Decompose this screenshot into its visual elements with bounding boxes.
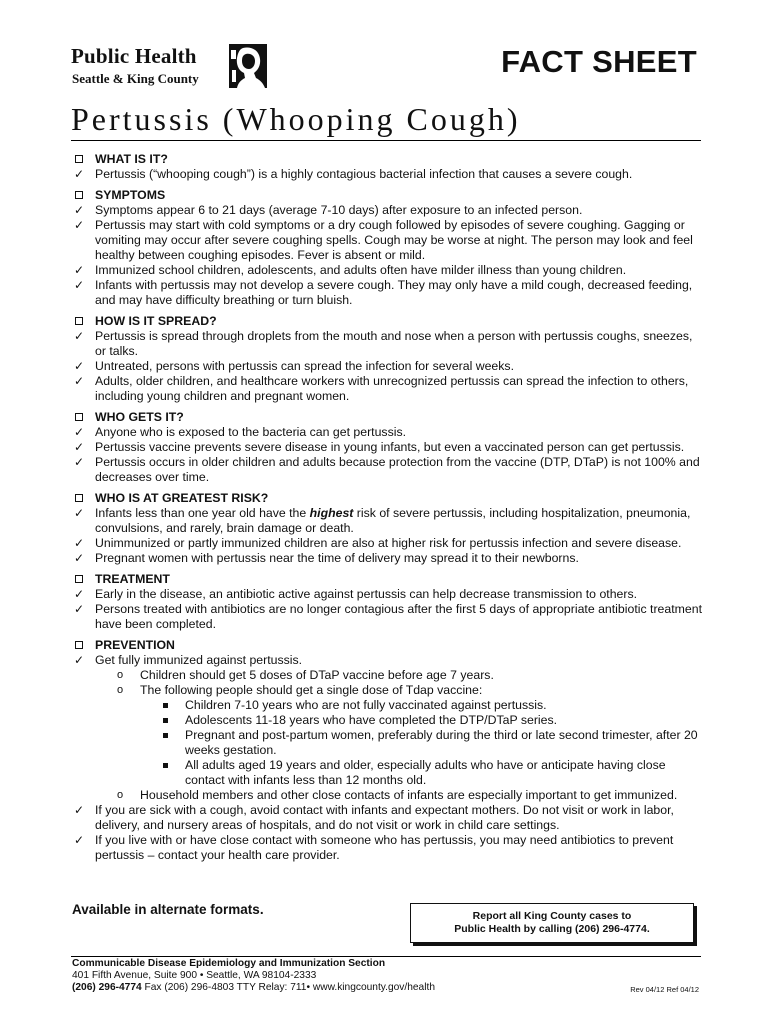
section-heading bbox=[74, 491, 704, 506]
bullet-item bbox=[74, 653, 704, 668]
section-2 bbox=[74, 314, 704, 404]
circle-bullet-icon: o bbox=[117, 684, 124, 696]
bullet-text: If you live with or have close contact with someone who has pertussis, you may need antibiotics to prevent pertussis – contact your health care provider. bbox=[95, 833, 674, 862]
bullet-item bbox=[74, 203, 704, 218]
footer-phone: (206) 296-4774 bbox=[72, 982, 142, 993]
bullet-item bbox=[74, 278, 704, 308]
alternate-formats-note: Available in alternate formats. bbox=[72, 902, 264, 917]
portrait-silhouette-icon bbox=[229, 44, 267, 88]
checkbox-icon bbox=[75, 641, 83, 649]
bullet-item bbox=[74, 602, 704, 632]
checkmark-icon: ✓ bbox=[74, 506, 85, 520]
bullet-item bbox=[74, 329, 704, 359]
section-heading-text: SYMPTOMS bbox=[95, 188, 166, 202]
square-bullet-icon bbox=[163, 718, 168, 723]
bullet-item bbox=[74, 803, 704, 833]
square-bullet-text: All adults aged 19 years and older, especially adults who have or anticipate having close contact with infants less than 12 months old. bbox=[185, 758, 666, 787]
section-heading bbox=[74, 410, 704, 425]
section-heading bbox=[74, 572, 704, 587]
circle-bullet-icon: o bbox=[117, 669, 124, 681]
square-bullet-icon bbox=[163, 763, 168, 768]
bullet-text: Immunized school children, adolescents, and adults often have milder illness than young children. bbox=[95, 263, 627, 277]
bullet-item bbox=[74, 359, 704, 374]
square-bullet-text: Adolescents 11-18 years who have completed the DTP/DTaP series. bbox=[185, 713, 558, 727]
bullet-text: Untreated, persons with pertussis can spread the infection for several weeks. bbox=[95, 359, 514, 373]
report-line-2: Public Health by calling (206) 296-4774. bbox=[454, 923, 650, 935]
title-divider bbox=[71, 140, 701, 141]
bullet-text: Symptoms appear 6 to 21 days (average 7-10 days) after exposure to an infected person. bbox=[95, 203, 583, 217]
checkmark-icon: ✓ bbox=[74, 536, 85, 550]
footer-divider bbox=[71, 956, 701, 957]
footer-contact-details: Fax (206) 296-4803 TTY Relay: 711• www.kingcounty.gov/health bbox=[141, 982, 435, 993]
bullet-text: Unimmunized or partly immunized children are also at higher risk for pertussis infection and severe disease. bbox=[95, 536, 682, 550]
footer-section-name: Communicable Disease Epidemiology and Immunization Section bbox=[72, 958, 386, 969]
checkbox-icon bbox=[75, 494, 83, 502]
footer-address: 401 Fifth Avenue, Suite 900 • Seattle, WA 98104-2333 bbox=[72, 970, 317, 981]
bullet-item bbox=[74, 506, 704, 536]
square-bullet-item bbox=[74, 758, 704, 788]
report-cases-box bbox=[410, 903, 694, 943]
bullet-text: Get fully immunized against pertussis. bbox=[95, 653, 303, 667]
bullet-text-end: risk of severe pertussis, including hospitalization, pneumonia, convulsions, and rarely, brain damage or death. bbox=[95, 506, 691, 535]
bullet-item bbox=[74, 833, 704, 863]
bullet-text: Pertussis occurs in older children and adults because protection from the vaccine (DTP, DTaP) is not 100% and decreases over time. bbox=[95, 455, 700, 484]
section-heading bbox=[74, 638, 704, 653]
section-heading-text: WHO GETS IT? bbox=[95, 410, 184, 424]
bullet-text-start: Infants less than one year old have the bbox=[95, 506, 310, 520]
checkmark-icon: ✓ bbox=[74, 587, 85, 601]
checkmark-icon: ✓ bbox=[74, 425, 85, 439]
section-6 bbox=[74, 638, 704, 863]
bullet-text: Pertussis is spread through droplets from the mouth and nose when a person with pertussis coughs, sneezes, or talks. bbox=[95, 329, 693, 358]
bullet-item bbox=[74, 218, 704, 263]
checkmark-icon: ✓ bbox=[74, 833, 85, 847]
page-title: Pertussis (Whooping Cough) bbox=[71, 101, 521, 137]
checkmark-icon: ✓ bbox=[74, 329, 85, 343]
checkmark-icon: ✓ bbox=[74, 359, 85, 373]
square-bullet-item bbox=[74, 713, 704, 728]
bullet-text: Adults, older children, and healthcare workers with unrecognized pertussis can spread the infection to others, including young children and pregnant women. bbox=[95, 374, 689, 403]
checkbox-icon bbox=[75, 155, 83, 163]
bullet-text: Infants with pertussis may not develop a severe cough. They may only have a mild cough, decreased feeding, and may have difficulty breathing or turn bluish. bbox=[95, 278, 693, 307]
bullet-item bbox=[74, 455, 704, 485]
bullet-item bbox=[74, 374, 704, 404]
document-type-heading: FACT SHEET bbox=[501, 44, 697, 79]
section-heading-text: TREATMENT bbox=[95, 572, 170, 586]
bullet-item bbox=[74, 263, 704, 278]
bullet-item bbox=[74, 167, 704, 182]
section-heading-text: WHO IS AT GREATEST RISK? bbox=[95, 491, 269, 505]
circle-bullet-icon: o bbox=[117, 789, 124, 801]
sub-bullet-text: The following people should get a single dose of Tdap vaccine: bbox=[140, 683, 483, 697]
public-health-logo bbox=[71, 44, 271, 90]
checkbox-icon bbox=[75, 191, 83, 199]
checkmark-icon: ✓ bbox=[74, 203, 85, 217]
checkmark-icon: ✓ bbox=[74, 278, 85, 292]
section-1 bbox=[74, 188, 704, 308]
square-bullet-icon bbox=[163, 703, 168, 708]
checkmark-icon: ✓ bbox=[74, 455, 85, 469]
bullet-text: Pertussis may start with cold symptoms or a dry cough followed by episodes of severe coughing. Gagging or vomiting may occur after severe coughing spells. Cough may be worse at night. The person may look and feel healthy between coughing episodes. Fever is absent or mild. bbox=[95, 218, 693, 262]
section-heading-text: HOW IS IT SPREAD? bbox=[95, 314, 217, 328]
sub-bullet-text: Household members and other close contacts of infants are especially important to get immunized. bbox=[140, 788, 678, 802]
checkmark-icon: ✓ bbox=[74, 167, 85, 181]
fact-sheet-content bbox=[74, 152, 704, 869]
square-bullet-icon bbox=[163, 733, 168, 738]
checkmark-icon: ✓ bbox=[74, 602, 85, 616]
checkbox-icon bbox=[75, 413, 83, 421]
section-heading bbox=[74, 314, 704, 329]
checkmark-icon: ✓ bbox=[74, 218, 85, 232]
bullet-text: Persons treated with antibiotics are no longer contagious after the first 5 days of appropriate antibiotic treatment have been completed. bbox=[95, 602, 702, 631]
checkbox-icon bbox=[75, 575, 83, 583]
section-heading-text: PREVENTION bbox=[95, 638, 175, 652]
bullet-item bbox=[74, 536, 704, 551]
section-0 bbox=[74, 152, 704, 182]
logo-subtitle: Seattle & King County bbox=[72, 71, 199, 86]
section-3 bbox=[74, 410, 704, 485]
bullet-text: Early in the disease, an antibiotic active against pertussis can help decrease transmission to others. bbox=[95, 587, 638, 601]
checkmark-icon: ✓ bbox=[74, 374, 85, 388]
sub-bullet-item bbox=[74, 788, 704, 803]
section-5 bbox=[74, 572, 704, 632]
checkmark-icon: ✓ bbox=[74, 440, 85, 454]
square-bullet-item bbox=[74, 698, 704, 713]
bullet-item bbox=[74, 587, 704, 602]
bullet-text-emphasis: highest bbox=[309, 506, 354, 520]
bullet-item bbox=[74, 440, 704, 455]
section-heading bbox=[74, 188, 704, 203]
section-4 bbox=[74, 491, 704, 566]
bullet-text: Pertussis vaccine prevents severe disease in young infants, but even a vaccinated person can get pertussis. bbox=[95, 440, 685, 454]
square-bullet-text: Children 7-10 years who are not fully vaccinated against pertussis. bbox=[185, 698, 547, 712]
report-line-1: Report all King County cases to bbox=[472, 910, 632, 922]
bullet-item bbox=[74, 425, 704, 440]
bullet-text: Pregnant women with pertussis near the time of delivery may spread it to their newborns. bbox=[95, 551, 579, 565]
footer-contact bbox=[72, 958, 435, 994]
sub-bullet-item bbox=[74, 683, 704, 698]
checkmark-icon: ✓ bbox=[74, 653, 85, 667]
bullet-item bbox=[74, 551, 704, 566]
revision-note: Rev 04/12 Ref 04/12 bbox=[630, 985, 699, 994]
checkmark-icon: ✓ bbox=[74, 551, 85, 565]
checkmark-icon: ✓ bbox=[74, 803, 85, 817]
logo-title: Public Health bbox=[71, 44, 197, 68]
section-heading bbox=[74, 152, 704, 167]
bullet-text: Pertussis (“whooping cough”) is a highly contagious bacterial infection that causes a severe cough. bbox=[95, 167, 633, 181]
bullet-text: If you are sick with a cough, avoid contact with infants and expectant mothers. Do not visit or work in labor, delivery, and nursery areas of hospitals, and do not visit or work in child care settings. bbox=[95, 803, 674, 832]
square-bullet-text: Pregnant and post-partum women, preferably during the third or late second trimester, after 20 weeks gestation. bbox=[185, 728, 698, 757]
sub-bullet-item bbox=[74, 668, 704, 683]
checkmark-icon: ✓ bbox=[74, 263, 85, 277]
checkbox-icon bbox=[75, 317, 83, 325]
square-bullet-item bbox=[74, 728, 704, 758]
sub-bullet-text: Children should get 5 doses of DTaP vaccine before age 7 years. bbox=[140, 668, 494, 682]
bullet-text: Anyone who is exposed to the bacteria can get pertussis. bbox=[95, 425, 407, 439]
section-heading-text: WHAT IS IT? bbox=[95, 152, 168, 166]
